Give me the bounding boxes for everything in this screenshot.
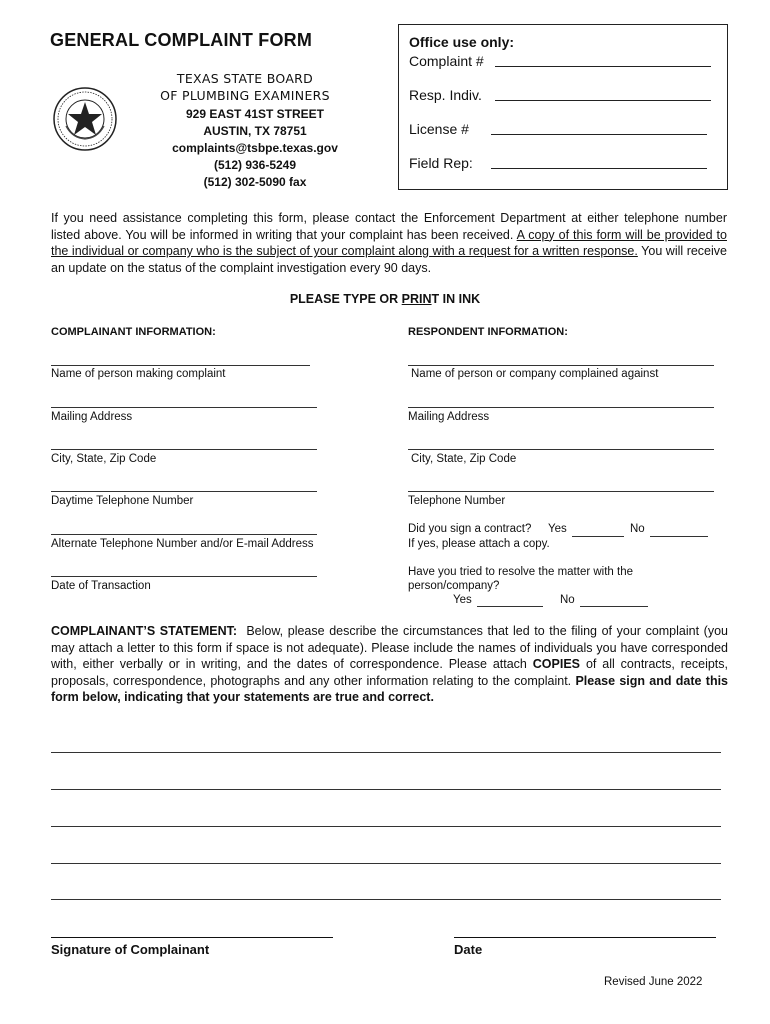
- type-or-print-instruction: [0, 292, 770, 306]
- complainant-name-label: Name of person making complaint: [51, 368, 226, 380]
- agency-city: AUSTIN, TX 78751: [203, 124, 307, 138]
- agency-street: 929 EAST 41ST STREET: [185, 107, 325, 121]
- resp-indiv-label: Resp. Indiv.: [409, 87, 482, 103]
- contract-no-field[interactable]: [650, 536, 708, 537]
- license-field[interactable]: [491, 134, 707, 135]
- agency-address: [130, 106, 380, 191]
- respondent-phone-line[interactable]: [408, 491, 714, 492]
- respondent-city-line[interactable]: [408, 449, 714, 450]
- signature-label: Signature of Complainant: [51, 942, 210, 957]
- date-label: Date: [454, 942, 483, 957]
- respondent-phone-label: Telephone Number: [408, 495, 506, 507]
- agency-fax: (512) 302-5090 fax: [203, 175, 307, 189]
- complaint-number-field[interactable]: [495, 66, 711, 67]
- intro-underlined: A copy of this form will be provided to the individual or company who is the subject of your complaint along with a request for a written response.: [51, 227, 727, 258]
- complainant-address-label: Mailing Address: [51, 411, 133, 423]
- resolve-question-line2: person/company?: [408, 580, 500, 592]
- agency-phone: (512) 936-5249: [213, 158, 297, 172]
- statement-paragraph: [51, 623, 728, 706]
- complainant-address-line[interactable]: [51, 407, 317, 408]
- complaint-number-label: Complaint #: [409, 53, 484, 69]
- agency-email: complaints@tsbpe.texas.gov: [172, 141, 338, 155]
- resp-indiv-field[interactable]: [495, 100, 711, 101]
- resolve-yes-field[interactable]: [477, 606, 543, 607]
- transaction-date-line[interactable]: [51, 576, 317, 577]
- revision-date: Revised June 2022: [604, 976, 703, 988]
- contract-yes-field[interactable]: [572, 536, 624, 537]
- statement-bold-end: Please sign and date this form below, indicating that your statements are true and correct.: [51, 673, 728, 704]
- office-use-heading: Office use only:: [409, 34, 515, 50]
- statement-heading: COMPLAINANT’S STATEMENT:: [51, 624, 238, 638]
- contract-no-label: No: [630, 523, 645, 535]
- statement-text-1: Below, please describe the circumstances that led to the filing of your complaint (you may attach a letter to this form if space is not adequate). Please include the names of individuals you have corresponded with, either verbally or in writing, and the dates of correspondence. Please attach: [51, 624, 728, 671]
- contract-question: Did you sign a contract?: [408, 523, 532, 535]
- complainant-city-label: City, State, Zip Code: [51, 453, 157, 465]
- complainant-alt-contact-line[interactable]: [51, 534, 317, 535]
- complainant-alt-contact-label: Alternate Telephone Number and/or E-mail Address: [51, 538, 314, 550]
- statement-line-1[interactable]: [51, 752, 721, 753]
- respondent-address-label: Mailing Address: [408, 411, 490, 423]
- complainant-phone-label: Daytime Telephone Number: [51, 495, 194, 507]
- respondent-city-label: City, State, Zip Code: [411, 453, 517, 465]
- field-rep-field[interactable]: [491, 168, 707, 169]
- signature-field[interactable]: [51, 937, 333, 938]
- license-label: License #: [409, 121, 469, 137]
- form-title: GENERAL COMPLAINT FORM: [50, 30, 313, 50]
- intro-text-2: You will receive an update on the status of the complaint investigation every 90 days.: [51, 244, 727, 275]
- respondent-name-line[interactable]: [408, 365, 714, 366]
- resolve-no-label: No: [560, 594, 575, 606]
- statement-line-2[interactable]: [51, 789, 721, 790]
- field-rep-label: Field Rep:: [409, 155, 473, 171]
- instruction-pre: PLEASE TYPE OR: [289, 292, 402, 306]
- resolve-no-field[interactable]: [580, 606, 648, 607]
- resolve-question-line1: Have you tried to resolve the matter with the: [408, 566, 633, 578]
- date-field[interactable]: [454, 937, 716, 938]
- intro-text-1: If you need assistance completing this form, please contact the Enforcement Department at either telephone number listed above. You will be informed in writing that your complaint has been received.: [51, 211, 727, 242]
- agency-line2: OF PLUMBING EXAMINERS: [160, 88, 330, 103]
- statement-text-2: of all contracts, receipts, proposals, correspondence, photographs and any other information relating to the complaint.: [51, 657, 728, 688]
- statement-copies: COPIES: [532, 657, 581, 671]
- respondent-heading: RESPONDENT INFORMATION:: [408, 326, 568, 338]
- respondent-address-line[interactable]: [408, 407, 714, 408]
- complainant-heading: COMPLAINANT INFORMATION:: [51, 326, 216, 338]
- contract-yes-label: Yes: [548, 523, 567, 535]
- complainant-city-line[interactable]: [51, 449, 317, 450]
- agency-line1: TEXAS STATE BOARD: [176, 71, 314, 86]
- contract-note: If yes, please attach a copy.: [408, 538, 550, 550]
- texas-seal-icon: [52, 86, 118, 152]
- transaction-date-label: Date of Transaction: [51, 580, 151, 592]
- statement-line-3[interactable]: [51, 826, 721, 827]
- instruction-underlined: PRIN: [401, 292, 432, 306]
- statement-line-4[interactable]: [51, 863, 721, 864]
- office-use-box: [398, 24, 728, 190]
- statement-line-5[interactable]: [51, 899, 721, 900]
- respondent-name-label: Name of person or company complained against: [411, 368, 659, 380]
- instruction-post: T IN INK: [431, 292, 481, 306]
- resolve-yes-label: Yes: [453, 594, 472, 606]
- complainant-name-line[interactable]: [51, 365, 310, 366]
- complainant-phone-line[interactable]: [51, 491, 317, 492]
- agency-name: [130, 70, 360, 104]
- intro-paragraph: [51, 210, 727, 276]
